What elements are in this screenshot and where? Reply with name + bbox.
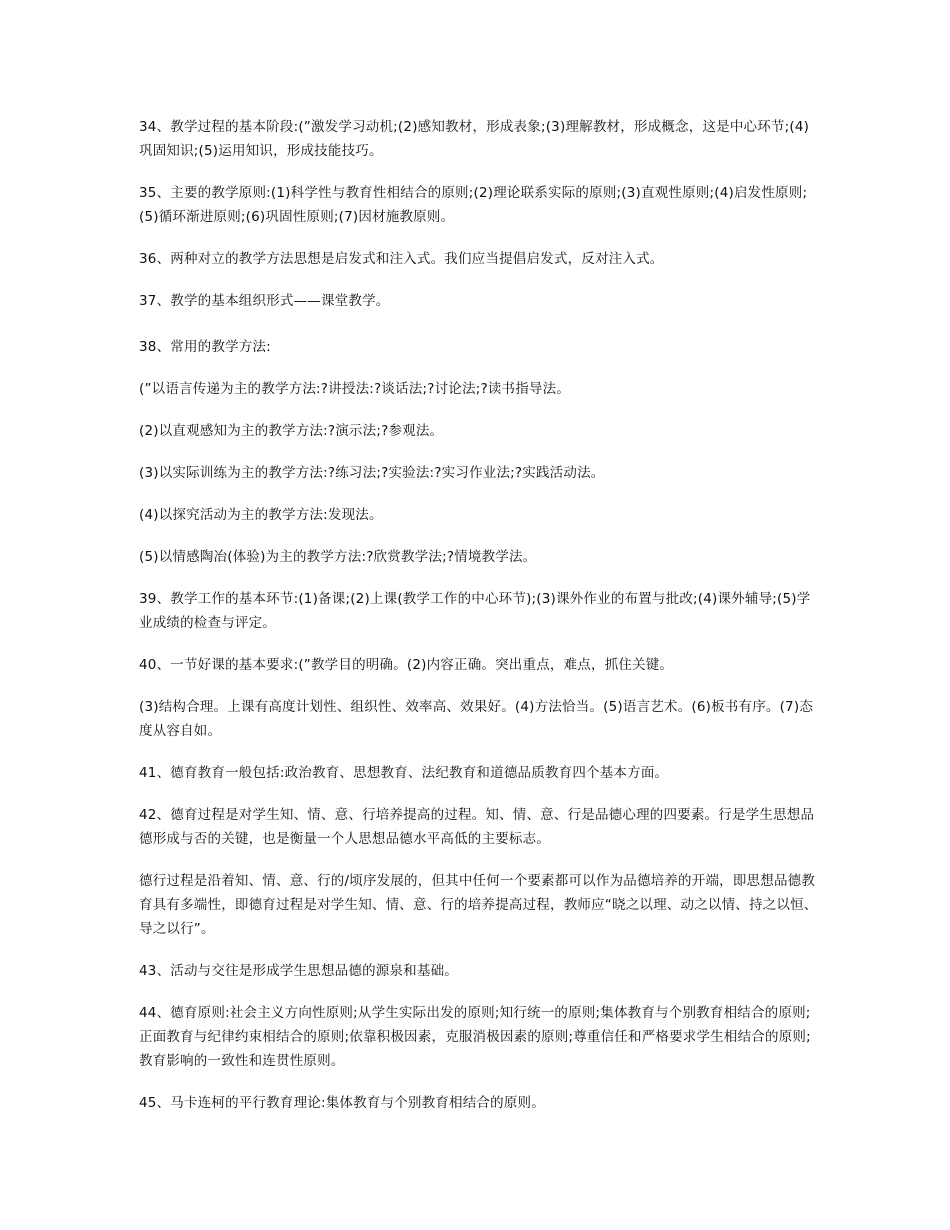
paragraph-44: 44、德育原则:社会主义方向性原则;从学生实际出发的原则;知行统一的原则;集体教育与个别教育相结合的原则;正面教育与纪律约束相结合的原则;依靠积极因素，克服消极因素的原则;尊重信任和严格要求学生相结合的原则;教育影响的一致性和连贯性原则。 bbox=[139, 1005, 811, 1069]
paragraph-36: 36、两种对立的教学方法思想是启发式和注入式。我们应当提倡启发式，反对注入式。 bbox=[139, 251, 664, 267]
paragraph-45: 45、马卡连柯的平行教育理论:集体教育与个别教育相结合的原则。 bbox=[139, 1095, 545, 1111]
paragraph-40: 40、一节好课的基本要求:(”教学目的明确。(2)内容正确。突出重点，难点，抓住关键。 bbox=[139, 657, 674, 673]
document-body bbox=[139, 115, 819, 1133]
paragraph-37: 37、教学的基本组织形式——课堂教学。 bbox=[139, 293, 390, 309]
paragraph-43: 43、活动与交往是形成学生思想品德的源泉和基础。 bbox=[139, 963, 458, 979]
paragraph-38-4: (4)以探究活动为主的教学方法:发现法。 bbox=[139, 507, 383, 523]
paragraph-35: 35、主要的教学原则:(1)科学性与教育性相结合的原则;(2)理论联系实际的原则;(3)直观性原则;(4)启发性原则;(5)循环渐进原则;(6)巩固性原则;(7)因材施教原则。 bbox=[139, 185, 808, 225]
paragraph-38-2: (2)以直观感知为主的教学方法:?演示法;?参观法。 bbox=[139, 423, 444, 439]
paragraph-39: 39、教学工作的基本环节:(1)备课;(2)上课(教学工作的中心环节);(3)课外作业的布置与批改;(4)课外辅导;(5)学业成绩的检查与评定。 bbox=[139, 591, 811, 631]
paragraph-40-cont: (3)结构合理。上课有高度计划性、组织性、效率高、效果好。(4)方法恰当。(5)语言艺术。(6)板书有序。(7)态度从容自如。 bbox=[139, 699, 814, 739]
paragraph-34: 34、教学过程的基本阶段:(”激发学习动机;(2)感知教材，形成表象;(3)理解教材，形成概念，这是中心环节;(4)巩固知识;(5)运用知识，形成技能技巧。 bbox=[139, 119, 810, 159]
paragraph-38: 38、常用的教学方法: bbox=[139, 339, 271, 355]
paragraph-42-cont: 德行过程是沿着知、情、意、行的/顷序发展的，但其中任何一个要素都可以作为品德培养的开端，即思想品德教育具有多端性，即德育过程是对学生知、情、意、行的培养提高过程，教师应“晓之以理、动之以情、持之以恒、导之以行”。 bbox=[139, 873, 818, 937]
paragraph-38-3: (3)以实际训练为主的教学方法:?练习法;?实验法:?实习作业法;?实践活动法。 bbox=[139, 465, 605, 481]
paragraph-38-1: (”以语言传递为主的教学方法:?讲授法:?谈话法;?讨论法;?读书指导法。 bbox=[139, 381, 571, 397]
paragraph-42: 42、德育过程是对学生知、情、意、行培养提高的过程。知、情、意、行是品德心理的四要素。行是学生思想品德形成与否的关键，也是衡量一个人思想品德水平高低的主要标志。 bbox=[139, 807, 815, 847]
paragraph-41: 41、德育教育一般包括:政治教育、思想教育、法纪教育和道德品质教育四个基本方面。 bbox=[139, 765, 669, 781]
paragraph-38-5: (5)以情感陶冶(体验)为主的教学方法:?欣赏教学法;?情境教学法。 bbox=[139, 549, 537, 565]
